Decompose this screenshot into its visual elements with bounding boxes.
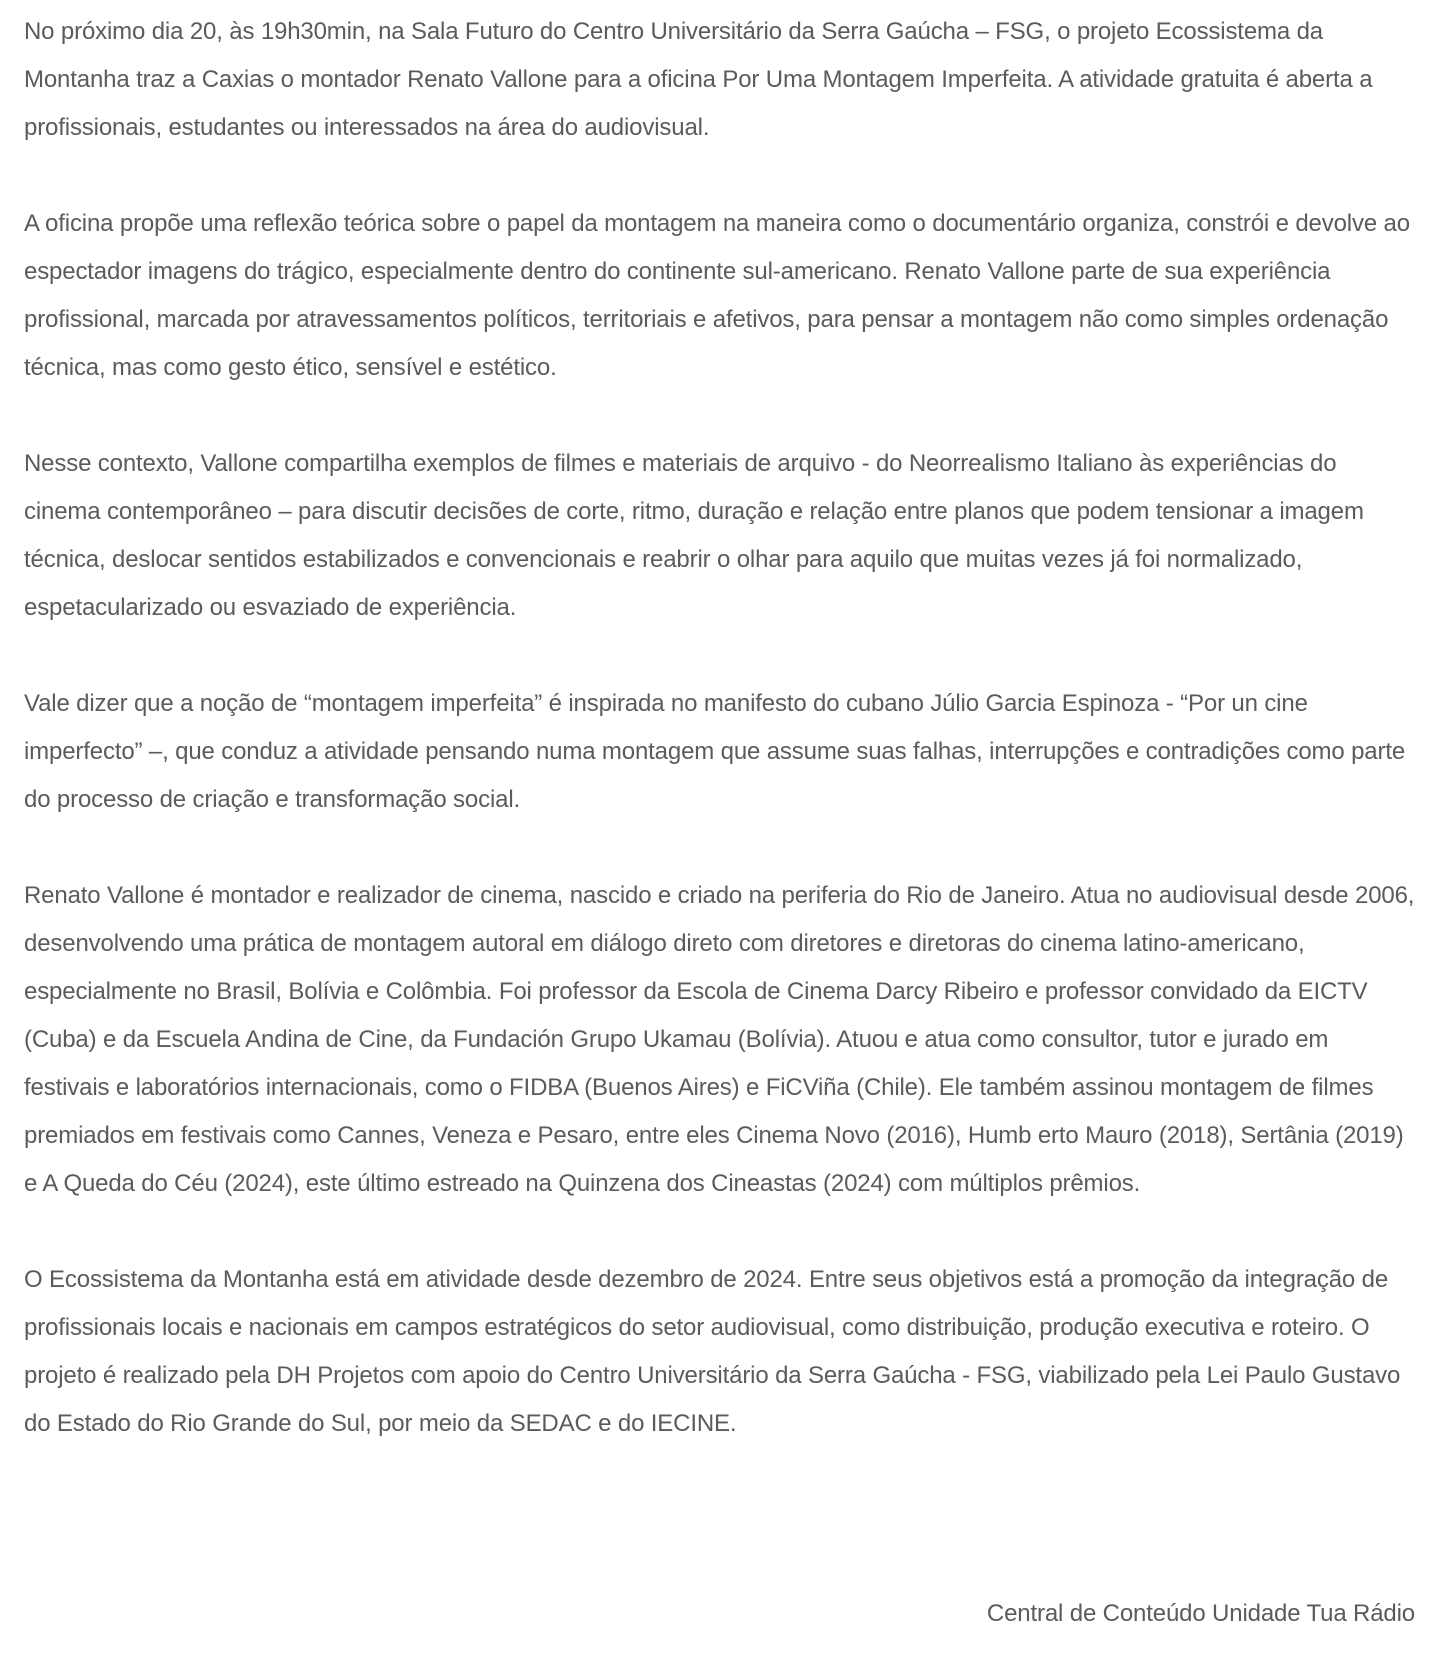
article-paragraph-speaker-bio: Renato Vallone é montador e realizador de cinema, nascido e criado na periferia do Rio de Janeiro. Atua no audiovisual desde 2006, desenvolvendo uma prática de montagem autoral em diálogo direto com diretores e diretoras do cinema latino-americano, especialmente no Brasil, Bolívia e Colômbia. Foi professor da Escola de Cinema Darcy Ribeiro e professor convidado da EICTV (Cuba) e da Escuela Andina de Cine, da Fundación Grupo Ukamau (Bolívia). Atuou e atua como consultor, tutor e jurado em festivais e laboratórios internacionais, como o FIDBA (Buenos Aires) e FiCViña (Chile). Ele também assinou montagem de filmes premiados em festivais como Cannes, Veneza e Pesaro, entre eles Cinema Novo (2016), Humb erto Mauro (2018), Sertânia (2019) e A Queda do Céu (2024), este último estreado na Quinzena dos Cineastas (2024) com múltiplos prêmios. — [24, 882, 1415, 1197]
article-paragraph-workshop-context: Nesse contexto, Vallone compartilha exemplos de filmes e materiais de arquivo - do Neorrealismo Italiano às experiências do cinema contemporâneo – para discutir decisões de corte, ritmo, duração e relação entre planos que podem tensionar a imagem técnica, deslocar sentidos estabilizados e convencionais e reabrir o olhar para aquilo que muitas vezes já foi normalizado, espetacularizado ou esvaziado de experiência. — [24, 450, 1364, 621]
article-body — [24, 0, 1416, 1448]
article-paragraph-project-info: O Ecossistema da Montanha está em atividade desde dezembro de 2024. Entre seus objetivos está a promoção da integração de profissionais locais e nacionais em campos estratégicos do setor audiovisual, como distribuição, produção executiva e roteiro. O projeto é realizado pela DH Projetos com apoio do Centro Universitário da Serra Gaúcha - FSG, viabilizado pela Lei Paulo Gustavo do Estado do Rio Grande do Sul, por meio da SEDAC e do IECINE. — [24, 1266, 1401, 1437]
source-credit: Central de Conteúdo Unidade Tua Rádio — [986, 1600, 1415, 1627]
article-paragraph-imperfect-editing: Vale dizer que a noção de “montagem imperfeita” é inspirada no manifesto do cubano Júlio Garcia Espinoza - “Por un cine imperfecto” –, que conduz a atividade pensando numa montagem que assume suas falhas, interrupções e contradições como parte do processo de criação e transformação social. — [24, 690, 1406, 813]
article-paragraph-event-announcement: No próximo dia 20, às 19h30min, na Sala Futuro do Centro Universitário da Serra Gaúcha – FSG, o projeto Ecossistema da Montanha traz a Caxias o montador Renato Vallone para a oficina Por Uma Montagem Imperfeita. A atividade gratuita é aberta a profissionais, estudantes ou interessados na área do audiovisual. — [24, 18, 1373, 141]
article-paragraph-workshop-proposal: A oficina propõe uma reflexão teórica sobre o papel da montagem na maneira como o documentário organiza, constrói e devolve ao espectador imagens do trágico, especialmente dentro do continente sul-americano. Renato Vallone parte de sua experiência profissional, marcada por atravessamentos políticos, territoriais e afetivos, para pensar a montagem não como simples ordenação técnica, mas como gesto ético, sensível e estético. — [24, 210, 1410, 381]
